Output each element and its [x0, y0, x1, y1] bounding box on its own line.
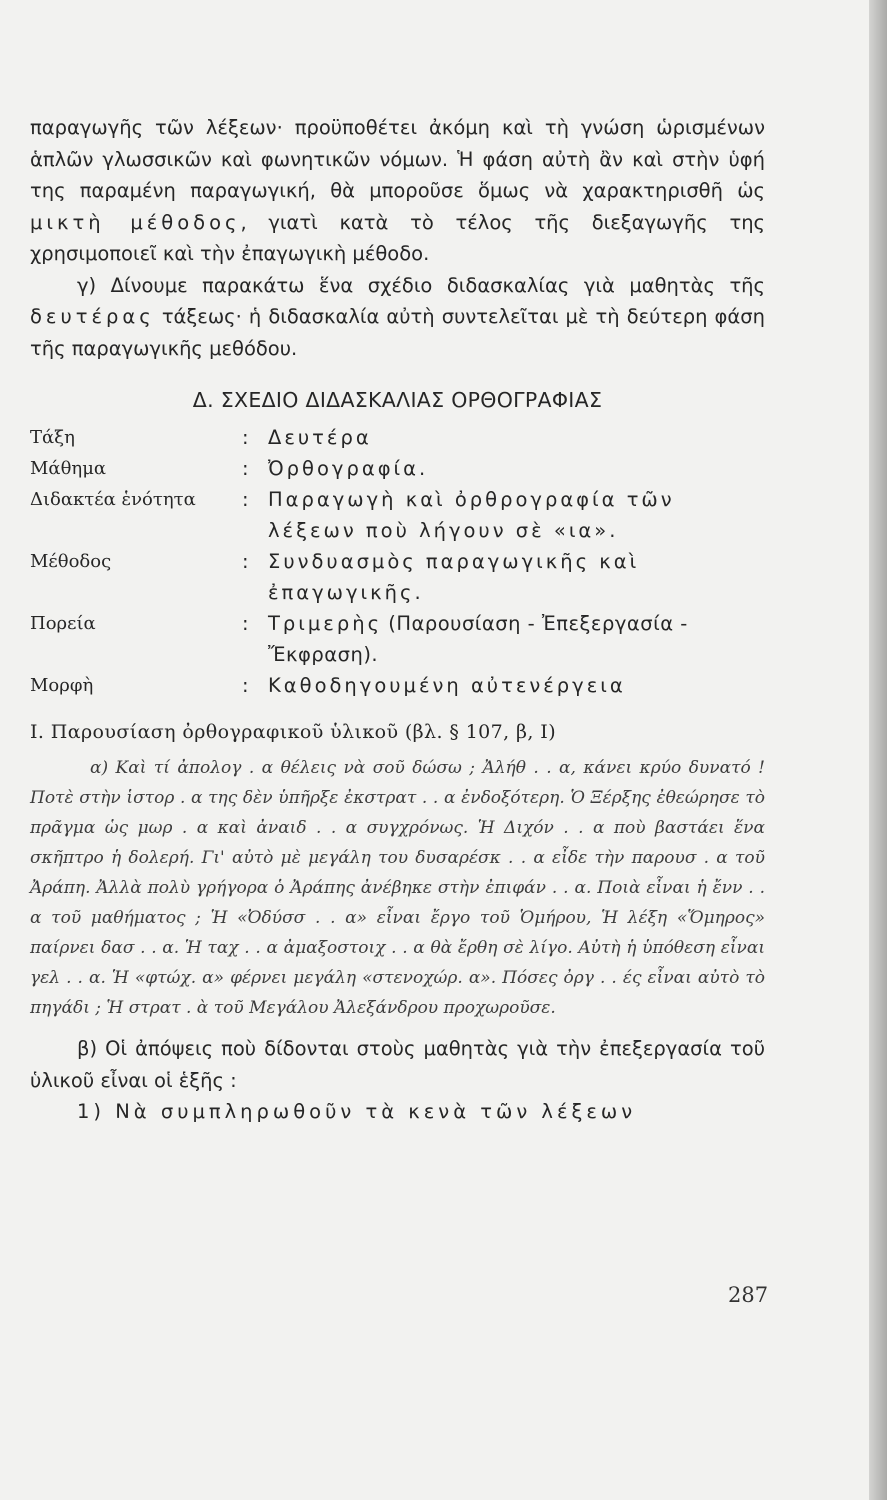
plan-colon: : [242, 457, 249, 480]
plan-label-subject: Μάθημα [30, 458, 107, 479]
plan-value-form: Καθοδηγουμένη αὐτενέργεια [268, 674, 626, 697]
plan-label-form: Μορφὴ [30, 675, 94, 696]
paragraph-2-spaced: δευτέρας [30, 305, 155, 328]
paragraph-2-end: τάξεως· ἡ διδασκαλία αὐτὴ συντελεῖται μὲ τὴ δεύτερη φάση τῆς παραγωγικῆς μεθόδου. [30, 305, 765, 360]
plan-label-class: Τάξη [30, 427, 75, 448]
paragraph-2-text: γ) Δίνουμε παρακάτω ἕνα σχέδιο διδασκαλίας γιὰ μαθητὰς τῆς [77, 273, 765, 297]
plan-value-class: Δευτέρα [268, 426, 372, 449]
plan-colon: : [242, 612, 249, 635]
lesson-plan-table [30, 422, 765, 701]
paragraph-1-spaced: μικτὴ μέθοδος [30, 210, 241, 234]
plan-label-procedure: Πορεία [30, 613, 96, 634]
plan-value-procedure-detail: (Παρουσίαση - Ἐπεξεργασία - Ἔκφραση). [268, 612, 688, 666]
plan-value-unit: Παραγωγὴ καὶ ὀρθρογραφία τῶν λέξεων ποὺ λήγουν σὲ «ια». [268, 488, 675, 542]
paragraph-4: 1) Νὰ συμπληρωθοῦν τὰ κενὰ τῶν λέξεων [77, 1100, 637, 1123]
plan-value-procedure-main: Τριμερὴς [268, 612, 383, 635]
page-number: 287 [728, 1283, 769, 1307]
page-body [30, 112, 765, 1128]
plan-value-subject: Ὀρθογραφία. [268, 457, 429, 480]
section-1-title: I. Παρουσίαση ὀρθογραφικοῦ ὑλικοῦ (βλ. § 107, β, I) [30, 721, 557, 743]
exercise-text: α) Καὶ τί ἀπολογ . α θέλεις νὰ σοῦ δώσω ; Ἀλήθ . . α, κάνει κρύο δυνατό ! Ποτὲ στὴν ἱστορ . α της δὲν ὑπῆρξε ἐκστρατ . . α ἐνδοξότερη. Ὁ Ξέρξης ἐθεώρησε τὸ πρᾶγμα ὡς μωρ . α καὶ ἀναιδ . . α συγχρόνως. Ἡ Διχόν . . α ποὺ βαστάει ἕνα σκῆπτρο ἡ δολερή. Γι' αὐτὸ μὲ μεγάλη του δυσαρέσκ . . α εἶδε τὴν παρουσ . α τοῦ Ἀράπη. Ἀλλὰ πολὺ γρήγορα ὁ Ἀράπης ἀνέβηκε στὴν ἐπιφάν . . α. Ποιὰ εἶναι ἡ ἔνν . . α τοῦ μαθήματος ; Ἡ «Ὀδύσσ . . α» εἶναι ἔργο τοῦ Ὁμήρου, Ἡ λέξη «Ὅμηρος» παίρνει δασ . . α. Ἡ ταχ . . α ἀμαξοστοιχ . . α θὰ ἔρθη σὲ λίγο. Αὐτὴ ἡ ὑπόθεση εἶναι γελ . . α. Ἡ «φτώχ. α» φέρνει μεγάλη «στενοχώρ. α». Πόσες ὀργ . . ές εἶναι αὐτὸ τὸ πηγάδι ; Ἡ στρατ . ὰ τοῦ Μεγάλου Ἀλεξάνδρου προχωροῦσε. [30, 758, 765, 1018]
paragraph-1-text: παραγωγῆς τῶν λέξεων· προϋποθέτει ἀκόμη καὶ τὴ γνώση ὡρισμένων ἁπλῶν γλωσσικῶν καὶ φωνητικῶν νόμων. Ἡ φάση αὐτὴ ἂν καὶ στὴν ὑφή της παραμένη παραγωγική, θὰ μποροῦσε ὅμως νὰ χαρακτηρισθῆ ὡς [30, 116, 765, 202]
paragraph-2 [30, 270, 765, 365]
plan-value-method: Συνδυασμὸς παραγωγικῆς καὶ ἐπαγωγικῆς. [268, 550, 640, 604]
plan-colon: : [242, 550, 249, 573]
plan-title: Δ. ΣΧΕΔΙΟ ΔΙΔΑΣΚΑΛΙΑΣ ΟΡΘΟΓΡΑΦΙΑΣ [192, 388, 603, 412]
plan-colon: : [242, 488, 249, 511]
plan-label-unit: Διδακτέα ἑνότητα [30, 489, 196, 510]
page-edge-shadow [869, 0, 887, 1500]
plan-value-procedure [268, 608, 765, 670]
paragraph-1 [30, 112, 765, 270]
paragraph-1-end: , γιατὶ κατὰ τὸ τέλος τῆς διεξαγωγῆς της χρησιμοποιεῖ καὶ τὴν ἐπαγωγικὴ μέθοδο. [30, 210, 765, 265]
plan-colon: : [242, 674, 249, 697]
plan-label-method: Μέθοδος [30, 551, 112, 572]
paragraph-3: β) Οἱ ἀπόψεις ποὺ δίδονται στοὺς μαθητὰς γιὰ τὴν ἐπεξεργασία τοῦ ὑλικοῦ εἶναι οἱ ἑξῆς : [30, 1037, 765, 1092]
plan-colon: : [242, 426, 249, 449]
